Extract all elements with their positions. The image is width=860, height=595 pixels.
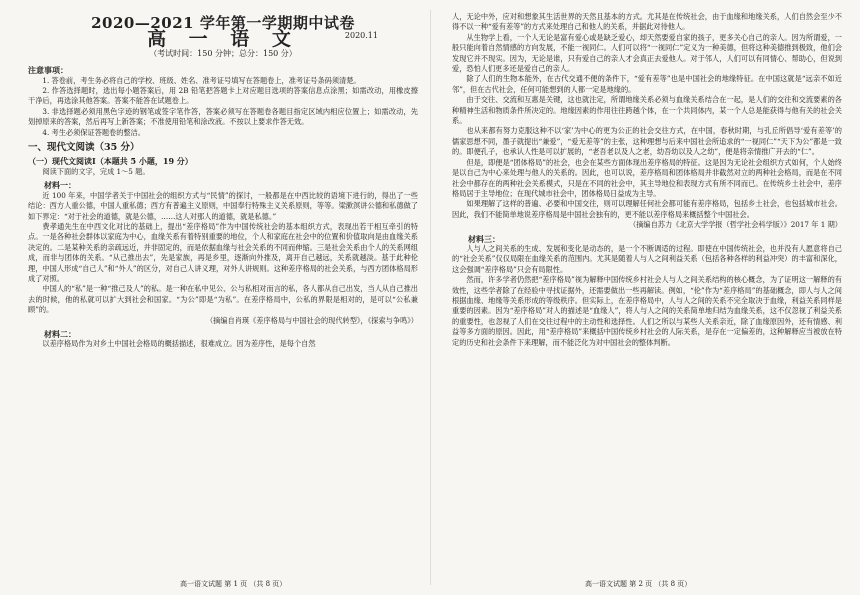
material-paragraph: 近 100 年来，中国学者关于中国社会的组织方式与“民情”的探讨，一般都是在中西比较的语境下进行的，得出了一些结论：西方人重公德，中国人重私德；西方有普遍主义原则，中国奉行特殊主义关系原则，等等。梁漱溟讲公德和私德做了如下界定：“对于社会的道德，就是公德，……这人对那人的道德，就是私德。” — [28, 190, 418, 221]
page-footer: 高一语文试题 第 1 页 （共 8 页） — [180, 580, 287, 588]
page-divider — [430, 10, 431, 585]
material-label: 材料二： — [44, 328, 76, 339]
right-page — [452, 12, 842, 348]
left-page — [28, 12, 418, 350]
notes-heading: 注意事项： — [28, 65, 68, 76]
material-paragraph: 人，无论中外，应对和想象其生活世界的天然且基本的方式。尤其是在传统社会，由于血缘和地缘关系，人们自然会至少不得不以一种“爱有差等”的方式来处理自己和他人的关系，并据此对待他人。 — [452, 12, 842, 32]
material-paragraph: 如果理解了这样的普遍、必要和中国交往，则可以理解任何社会都可能有差序格局，包括乡土社会，也包括城市社会。因此，我们不能简单地说差序格局是中国社会独有的，更不能以差序格局来概括整个中国社会。 — [452, 199, 842, 219]
material-label: 材料三： — [468, 233, 500, 244]
material-source: （摘编自苏力《北京大学学报（哲学社会科学版）》2017 年 1 期） — [629, 220, 842, 230]
instruction: 阅读下面的文字，完成 1～5 题。 — [42, 166, 150, 176]
exam-title-text: 2020—2021 学年第一学期期中试卷 — [91, 14, 355, 32]
note-item: 1. 答卷前，考生务必将自己的学校、班级、姓名、准考证号填写在答题卷上，准考证号条码须清楚。 — [42, 75, 361, 85]
material-paragraph: 费孝通先生在中西文化对比的基础上，提出“差序格局”作为中国传统社会的基本组织方式，表现出若干相互牵引的特点。一是各种社会群体以家庭为中心，血缘关系有着特别重要的地位，个人和家庭在社会中的位置和价值取向是由血缘关系决定的。二是某种关系的亲疏远近，并非固定的，而是依据血缘与社会关系的不同而伸缩。三是社会关系由个人的关系网组成，而非与团体的关系。“从己推出去”，先是家族，再是乡里，逐渐向外推及，离开自己越远，关系就越淡。基于此种伦理，中国人形成“自己人”和“外人”的区分，对自己人讲义理，对外人讲规则。这种差序格局的社会关系，与西方团体格局形成了对照。 — [28, 221, 418, 283]
note-item: 2. 作答选择题时，选出每小题答案后，用 2B 铅笔把答题卡上对应题目选项的答案信息点涂黑；如需改动，用橡皮擦干净后，再选涂其他答案。答案不能答在试题卷上。 — [28, 86, 418, 106]
material-source: （摘编自肖瑛《差序格局与中国社会的现代转型》，《探索与争鸣》） — [205, 315, 418, 325]
section-heading: 一、现代文阅读（35 分） — [28, 142, 140, 154]
exam-title — [28, 14, 418, 32]
material-paragraph: 人与人之间关系的生成、发展和变化是动态的，是一个不断调适的过程。即使在中国传统社会，也并没有人愿意将自己的“社会关系”仅仅局限在血缘关系的范围内。尤其是随着人与人之间利益关系（包括各种各样的利益冲突）的丰富和深化，这会强调“差序格局”只会有局限性。 — [452, 243, 842, 274]
subsection-heading: （一）现代文阅读Ⅰ（本题共 5 小题，19 分） — [28, 156, 193, 167]
subject-title: 高 一 语 文 — [147, 28, 299, 51]
note-item: 4. 考生必须保证答题卷的整洁。 — [42, 127, 145, 137]
material-paragraph: 然而，许多学者仍然把“差序格局”视为解释中国传统乡村社会人与人之间关系结构的核心概念，为了证明这一解释的有效性，这些学者除了在经验中寻找证据外，还需要做出一些再解读。例如，“伦”作为“差序格局”的基础概念，即人与人之间根据血缘、地缘等关系形成的等级秩序。但实际上，在差序格局中，人与人之间的关系不完全取决于血缘，利益关系同样是重要的因素。因为“差序格局”对人的描述是“血缘人”，将人与人之间的关系简单地归结为血缘关系，这不仅忽视了利益关系的重要性，也忽视了人们在交往过程中的主动性和选择性。人们之所以与某些人关系亲近，除了血缘原因外，还有情感、利益等多方面的原因。因此，用“差序格局”来概括中国传统乡村社会的人际关系，是存在一定偏差的，这种解释应当被放在特定的历史和社会条件下来理解，而不能泛化为对中国社会的整体判断。 — [452, 275, 842, 347]
material-label: 材料一： — [44, 180, 76, 191]
material-paragraph: 以差序格局作为对乡土中国社会格局的概括描述，很难成立。因为差序性，是每个自然 — [42, 339, 316, 349]
material-paragraph: 从生物学上看，一个人无论是富有爱心或是缺乏爱心，却天然要爱自家的孩子，更多关心自己的亲人。因为所谓爱，一般只能向着自然情感的方向发展，不能一视同仁。人们可以将“一视同仁”定义为一种美德，但将这种美德推到极致，他们会发现它并不现实。因为，无论是谁，只有爱自己的亲人才会真正去爱他人。对于邻人，人们可以有同情心、帮助心，但说到爱，恐怕人们更多还是爱自己的亲人。 — [452, 32, 842, 74]
page-footer: 高一语文试题 第 2 页 （共 8 页） — [585, 580, 692, 588]
material-paragraph: 中国人的“私”是一种“推己及人”的私。是一种在私中见公、公与私相对而言的私，各人都从自己出发，当人从自己推出去的时候，他的私就可以扩大到社会和国家。“为公”即是“为私”。在差序格局中，公私的界限是相对的，是可以“公私兼顾”的。 — [28, 284, 418, 315]
note-item: 3. 非选择题必须用黑色字迹的钢笔或签字笔作答，答案必须写在答题卷各题目指定区域内相应位置上；如需改动，先划掉原来的答案，然后再写上新答案；不准使用铅笔和涂改液。不按以上要求作答无效。 — [28, 106, 418, 127]
material-paragraph: 也从来都有努力克服这种不以‘家’为中心的更为公正的社会交往方式，在中国，春秋时期，与孔丘所倡导‘爱有差等’的儒家思想不同，墨子就提出“兼爱”，“爱无差等”的主张，这种理想与后来中国社会所追求的“一视同仁”“天下为公”都是一致的。即便孔子，也承认人性是可以扩展的，“老吾老以及人之老，幼吾幼以及人之幼”，便是将亲情推广开去的“仁”。 — [452, 126, 842, 157]
exam-date: 2020.11 — [344, 30, 378, 40]
material-paragraph: 除了人们的生物本能外，在古代交通不便的条件下，“爱有差等”也是中国社会的地缘特征。在中国这就是“远亲不如近邻”，但在古代社会，任何可能想到的人都一定是地缘的。 — [452, 74, 842, 94]
exam-info: （考试时间：150 分钟；总分：150 分） — [149, 48, 297, 58]
material-paragraph: 由于交往、交流和互惠是关键，这也就注定，所谓地缘关系必须与血缘关系结合在一起，是人们的交往和交流要素的各种精神生活和物质条件所决定的。地缘因素的作用往往跨越个体，在一个共同体内，某一个人总是能获得与他有关的社会关系。 — [452, 95, 842, 126]
material-paragraph: 但是，即便是“团体格局”的社会，也会在某些方面体现出差序格局的特征。这是因为无论社会组织方式如何，个人始终是以自己为中心来处理与他人的关系的。因此，也可以说，差序格局和团体格局并非截然对立的两种社会格局，而是在不同社会中都存在的两种社会关系模式，只是在不同的社会中，其主导地位和表现方式有所不同而已。在传统乡土社会中，差序格局居于主导地位；在现代城市社会中，团体格局日益成为主导。 — [452, 157, 842, 198]
